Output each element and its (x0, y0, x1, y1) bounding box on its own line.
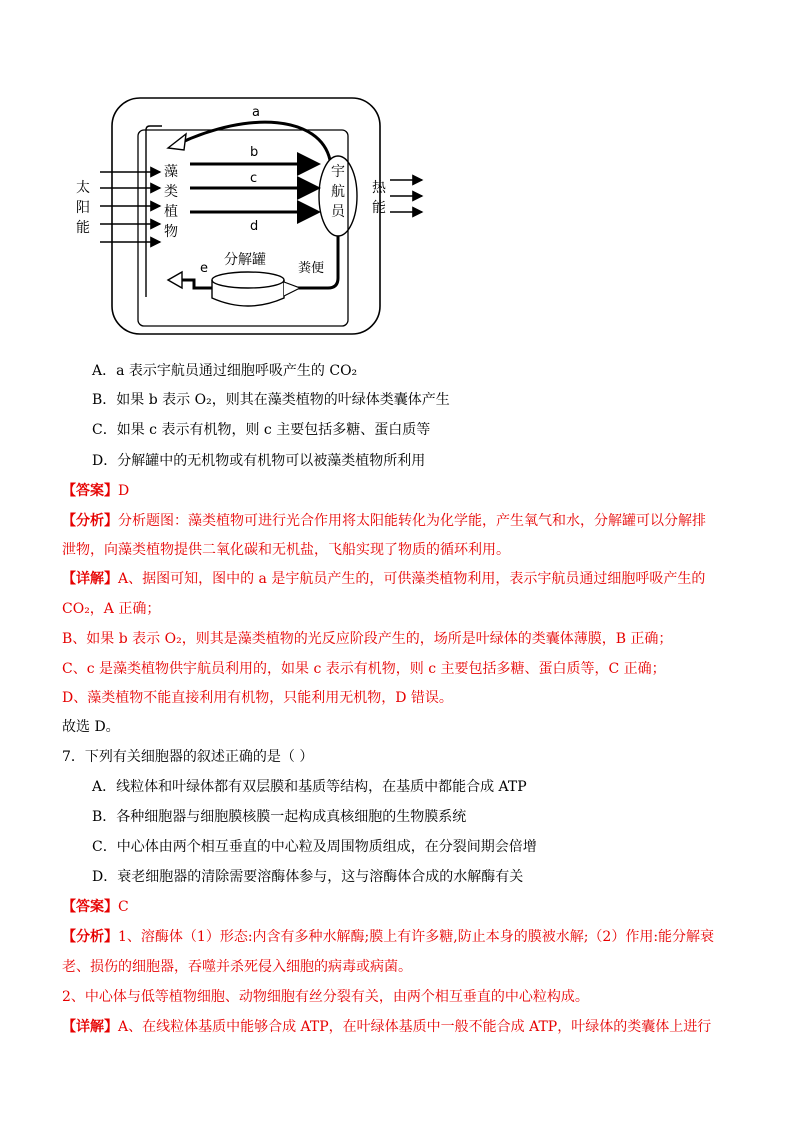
q6-analysis-line-2: 泄物，向藻类植物提供二氧化碳和无机盐，飞船实现了物质的循环利用。 (62, 542, 510, 558)
label-d: d (250, 219, 259, 234)
q6-option-a: A．a 表示宇航员通过细胞呼吸产生的 CO₂ (92, 363, 358, 379)
arrow-a-head (168, 134, 186, 150)
analysis-tag: 【分析】 (62, 513, 118, 529)
analysis-text: 1、溶酶体（1）形态:内含有多种水解酶;膜上有许多糖,防止本身的膜被水解;（2）作用:能分解衰 (118, 929, 715, 945)
q6-option-b: B．如果 b 表示 O₂，则其在藻类植物的叶绿体类囊体产生 (92, 392, 450, 408)
q6-analysis-line-1 (62, 510, 706, 532)
label-e: e (200, 261, 208, 276)
q7-stem: 7．下列有关细胞器的叙述正确的是（ ） (62, 749, 314, 765)
q6-detail-line-2: CO₂，A 正确； (62, 601, 161, 617)
q7-option-b: B．各种细胞器与细胞膜核膜一起构成真核细胞的生物膜系统 (92, 809, 467, 825)
detail-tag: 【详解】 (62, 1019, 118, 1035)
q7-analysis-line-3: 2、中心体与低等植物细胞、动物细胞有丝分裂有关，由两个相互垂直的中心粒构成。 (62, 989, 589, 1005)
decomposer-label: 分解罐 (224, 252, 266, 268)
label-b: b (250, 145, 259, 160)
heat-label: 热 (372, 180, 386, 196)
q6-detail-line-4: C、c 是藻类植物供宇航员利用的，如果 c 表示有机物，则 c 主要包括多糖、蛋白质等，C 正确； (62, 661, 666, 677)
heat-label: 能 (372, 200, 386, 216)
q6-answer (62, 480, 129, 502)
arrow-e-head (168, 272, 182, 288)
sun-label: 阳 (76, 200, 90, 216)
analysis-text: 分析题图：藻类植物可进行光合作用将太阳能转化为化学能，产生氧气和水，分解罐可以分解排 (118, 513, 706, 529)
astronaut-label: 航 (331, 184, 345, 200)
inner-loop (146, 126, 162, 297)
analysis-tag: 【分析】 (62, 929, 118, 945)
q7-option-a: A．线粒体和叶绿体都有双层膜和基质等结构，在基质中都能合成 ATP (92, 779, 527, 795)
astronaut-label: 宇 (331, 164, 345, 180)
q6-option-c: C．如果 c 表示有机物，则 c 主要包括多糖、蛋白质等 (92, 422, 431, 438)
sun-label: 太 (76, 180, 90, 196)
algae-label: 植 (164, 204, 178, 220)
answer-value: D (118, 483, 130, 499)
feces-label: 粪便 (298, 261, 325, 276)
answer-value: C (118, 899, 129, 915)
q7-option-d: D．衰老细胞器的清除需要溶酶体参与，这与溶酶体合成的水解酶有关 (92, 869, 524, 885)
spacecraft-cycle-diagram (60, 92, 440, 342)
detail-text: A、在线粒体基质中能够合成 ATP，在叶绿体基质中一般不能合成 ATP，叶绿体的类囊体上进行 (118, 1019, 712, 1035)
detail-text: A、据图可知，图中的 a 是宇航员产生的，可供藻类植物利用，表示宇航员通过细胞呼吸产生的 (118, 571, 706, 587)
answer-tag: 【答案】 (62, 899, 118, 915)
detail-tag: 【详解】 (62, 571, 118, 587)
q6-detail-line-5: D、藻类植物不能直接利用有机物，只能利用无机物，D 错误。 (62, 690, 453, 706)
label-c: c (250, 171, 258, 186)
q6-detail-line-3: B、如果 b 表示 O₂，则其是藻类植物的光反应阶段产生的，场所是叶绿体的类囊体薄膜，B 正确； (62, 631, 673, 647)
q6-detail-line-1 (62, 568, 705, 590)
algae-label: 类 (164, 184, 178, 200)
q7-option-c: C．中心体由两个相互垂直的中心粒及周围物质组成，在分裂间期会倍增 (92, 839, 537, 855)
q7-analysis-line-2: 老、损伤的细胞器，吞噬并杀死侵入细胞的病毒或病菌。 (62, 959, 412, 975)
algae-label: 藻 (164, 164, 178, 180)
q7-answer (62, 896, 129, 918)
sun-label: 能 (76, 220, 90, 236)
answer-tag: 【答案】 (62, 483, 118, 499)
label-a: a (252, 105, 260, 120)
decomposer-top (212, 272, 284, 288)
q7-detail-line-1 (62, 1016, 711, 1038)
astronaut-label: 员 (331, 204, 345, 220)
q6-option-d: D．分解罐中的无机物或有机物可以被藻类植物所利用 (92, 453, 426, 469)
algae-label: 物 (164, 224, 178, 240)
decomposer-right-arrow (284, 282, 300, 296)
q6-choice: 故选 D。 (62, 719, 120, 735)
arrow-e (178, 280, 212, 288)
q7-analysis-line-1 (62, 926, 714, 948)
